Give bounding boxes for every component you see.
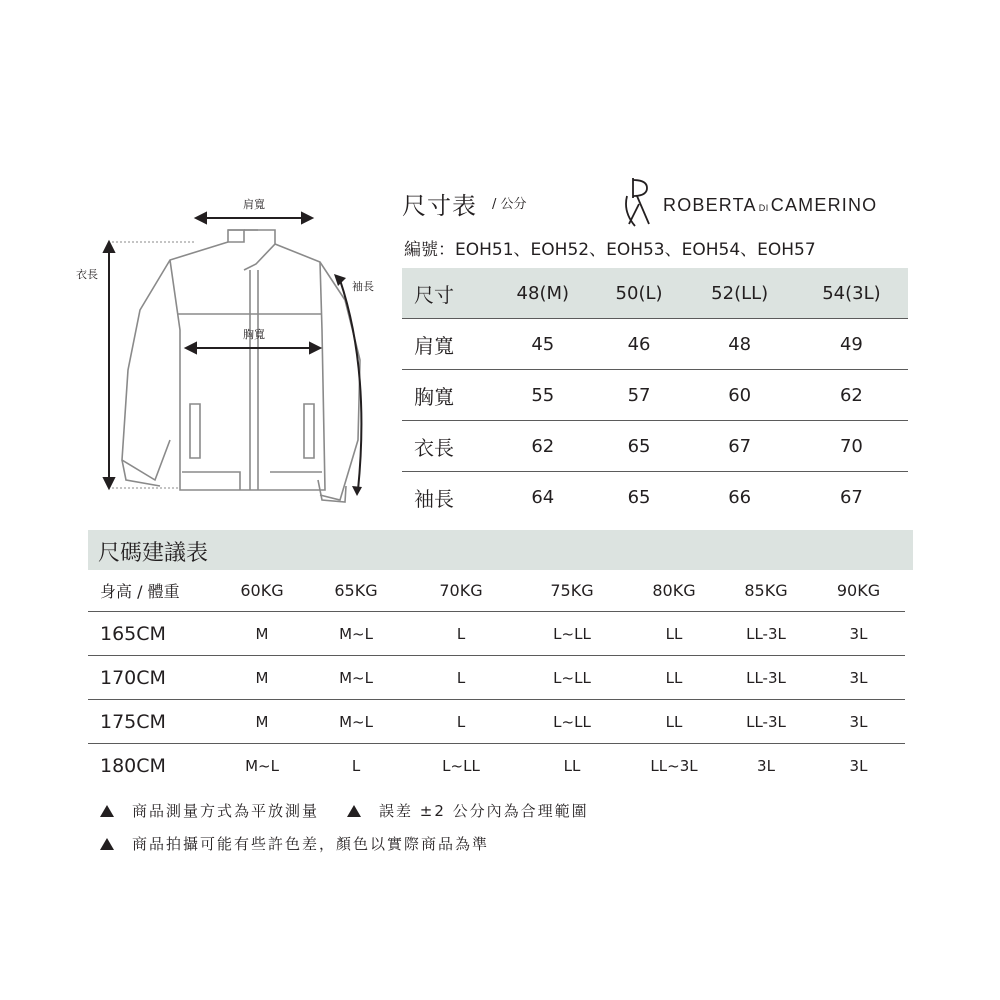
size-table: [402, 268, 908, 522]
table-cell: 3L: [812, 656, 905, 700]
recommend-header: 70KG: [406, 570, 516, 612]
table-row: [88, 744, 905, 788]
recommend-header: 65KG: [306, 570, 406, 612]
table-cell: M~L: [306, 656, 406, 700]
product-codes: 編號：EOH51、EOH52、EOH53、EOH54、EOH57: [404, 240, 816, 260]
table-cell: 3L: [812, 700, 905, 744]
size-table-header: 52(LL): [685, 268, 795, 319]
table-cell: 64: [531, 486, 555, 508]
row-label: 袖長: [414, 486, 454, 511]
recommend-header: 90KG: [812, 570, 905, 612]
note-text: 商品測量方式為平放測量: [132, 802, 320, 820]
recommend-header: 85KG: [720, 570, 812, 612]
table-cell: LL: [628, 612, 720, 656]
table-cell: LL: [628, 700, 720, 744]
jacket-outline-illustration: [60, 190, 400, 520]
table-cell: 62: [492, 421, 594, 472]
table-cell: M: [218, 656, 306, 700]
table-cell: 3L: [849, 756, 868, 775]
note-text: 商品拍攝可能有些許色差，顏色以實際商品為準: [132, 835, 490, 853]
size-table-header-row: [402, 268, 908, 319]
size-table-header: 54(3L): [795, 268, 908, 319]
recommend-header: 身高 / 體重: [88, 570, 218, 612]
table-row: [88, 700, 905, 744]
unit-label: / 公分: [492, 197, 527, 212]
height-label: 180CM: [100, 754, 166, 777]
table-cell: 65: [627, 486, 651, 508]
row-label: 肩寬: [402, 319, 492, 370]
recommend-title-bar: [88, 530, 913, 570]
table-cell: 70: [795, 421, 908, 472]
triangle-bullet-icon: [100, 838, 114, 850]
height-label: 165CM: [88, 612, 218, 656]
table-cell: L~LL: [516, 656, 628, 700]
brand-name-second: CAMERINO: [770, 194, 878, 215]
table-cell: 67: [685, 421, 795, 472]
recommend-title: 尺碼建議表: [98, 541, 209, 566]
table-cell: L: [406, 612, 516, 656]
table-cell: 48: [685, 319, 795, 370]
brand-name-first: ROBERTA: [663, 194, 757, 215]
table-cell: 57: [594, 370, 685, 421]
brand-logo: [623, 176, 877, 228]
row-label: 胸寬: [402, 370, 492, 421]
table-cell: 3L: [812, 612, 905, 656]
note-color: [100, 833, 489, 854]
shoulder-width-label: 肩寬: [243, 198, 265, 211]
table-cell: LL: [563, 756, 581, 775]
table-cell: L: [406, 656, 516, 700]
recommend-header-row: [88, 570, 905, 612]
table-cell: LL~3L: [650, 756, 698, 775]
table-cell: M~L: [306, 700, 406, 744]
table-row: [402, 370, 908, 421]
table-cell: M: [218, 612, 306, 656]
triangle-bullet-icon: [100, 805, 114, 817]
triangle-bullet-icon: [347, 805, 361, 817]
size-chart-title: 尺寸表: [402, 192, 477, 220]
table-cell: 65: [594, 421, 685, 472]
table-cell: 49: [795, 319, 908, 370]
table-cell: 45: [492, 319, 594, 370]
brand-emblem-icon: [623, 176, 655, 228]
table-cell: L: [406, 700, 516, 744]
table-row: [402, 421, 908, 472]
jacket-diagram: [60, 190, 400, 520]
table-cell: L~LL: [516, 700, 628, 744]
table-cell: L: [351, 756, 361, 775]
height-label: 175CM: [88, 700, 218, 744]
table-cell: M: [218, 700, 306, 744]
size-table-header: 48(M): [492, 268, 594, 319]
table-cell: 55: [492, 370, 594, 421]
table-cell: L~LL: [516, 612, 628, 656]
height-label: 170CM: [88, 656, 218, 700]
recommend-header: 60KG: [218, 570, 306, 612]
table-cell: 3L: [757, 756, 775, 775]
table-row: [402, 319, 908, 370]
size-table-header: 尺寸: [402, 268, 492, 319]
note-measurement: [100, 800, 589, 821]
size-table-header: 50(L): [594, 268, 685, 319]
brand-name-di: DI: [758, 202, 769, 213]
recommend-table: [88, 570, 905, 787]
recommend-header: 75KG: [516, 570, 628, 612]
recommend-header: 80KG: [628, 570, 720, 612]
table-cell: 67: [839, 486, 863, 508]
row-label: 衣長: [402, 421, 492, 472]
body-length-label: 衣長: [76, 268, 98, 281]
table-row: [402, 472, 908, 523]
table-cell: L~LL: [442, 756, 480, 775]
table-cell: 60: [685, 370, 795, 421]
table-cell: LL-3L: [720, 612, 812, 656]
chest-width-label: 胸寬: [243, 328, 265, 341]
table-cell: 62: [795, 370, 908, 421]
sleeve-length-label: 袖長: [352, 280, 374, 293]
table-cell: M~L: [306, 612, 406, 656]
table-cell: 46: [594, 319, 685, 370]
table-row: [88, 612, 905, 656]
table-cell: M~L: [245, 756, 279, 775]
table-cell: LL: [628, 656, 720, 700]
table-cell: 66: [728, 486, 752, 508]
table-row: [88, 656, 905, 700]
table-cell: LL-3L: [720, 700, 812, 744]
table-cell: LL-3L: [720, 656, 812, 700]
note-text: 誤差 ±2 公分內為合理範圍: [379, 802, 589, 820]
